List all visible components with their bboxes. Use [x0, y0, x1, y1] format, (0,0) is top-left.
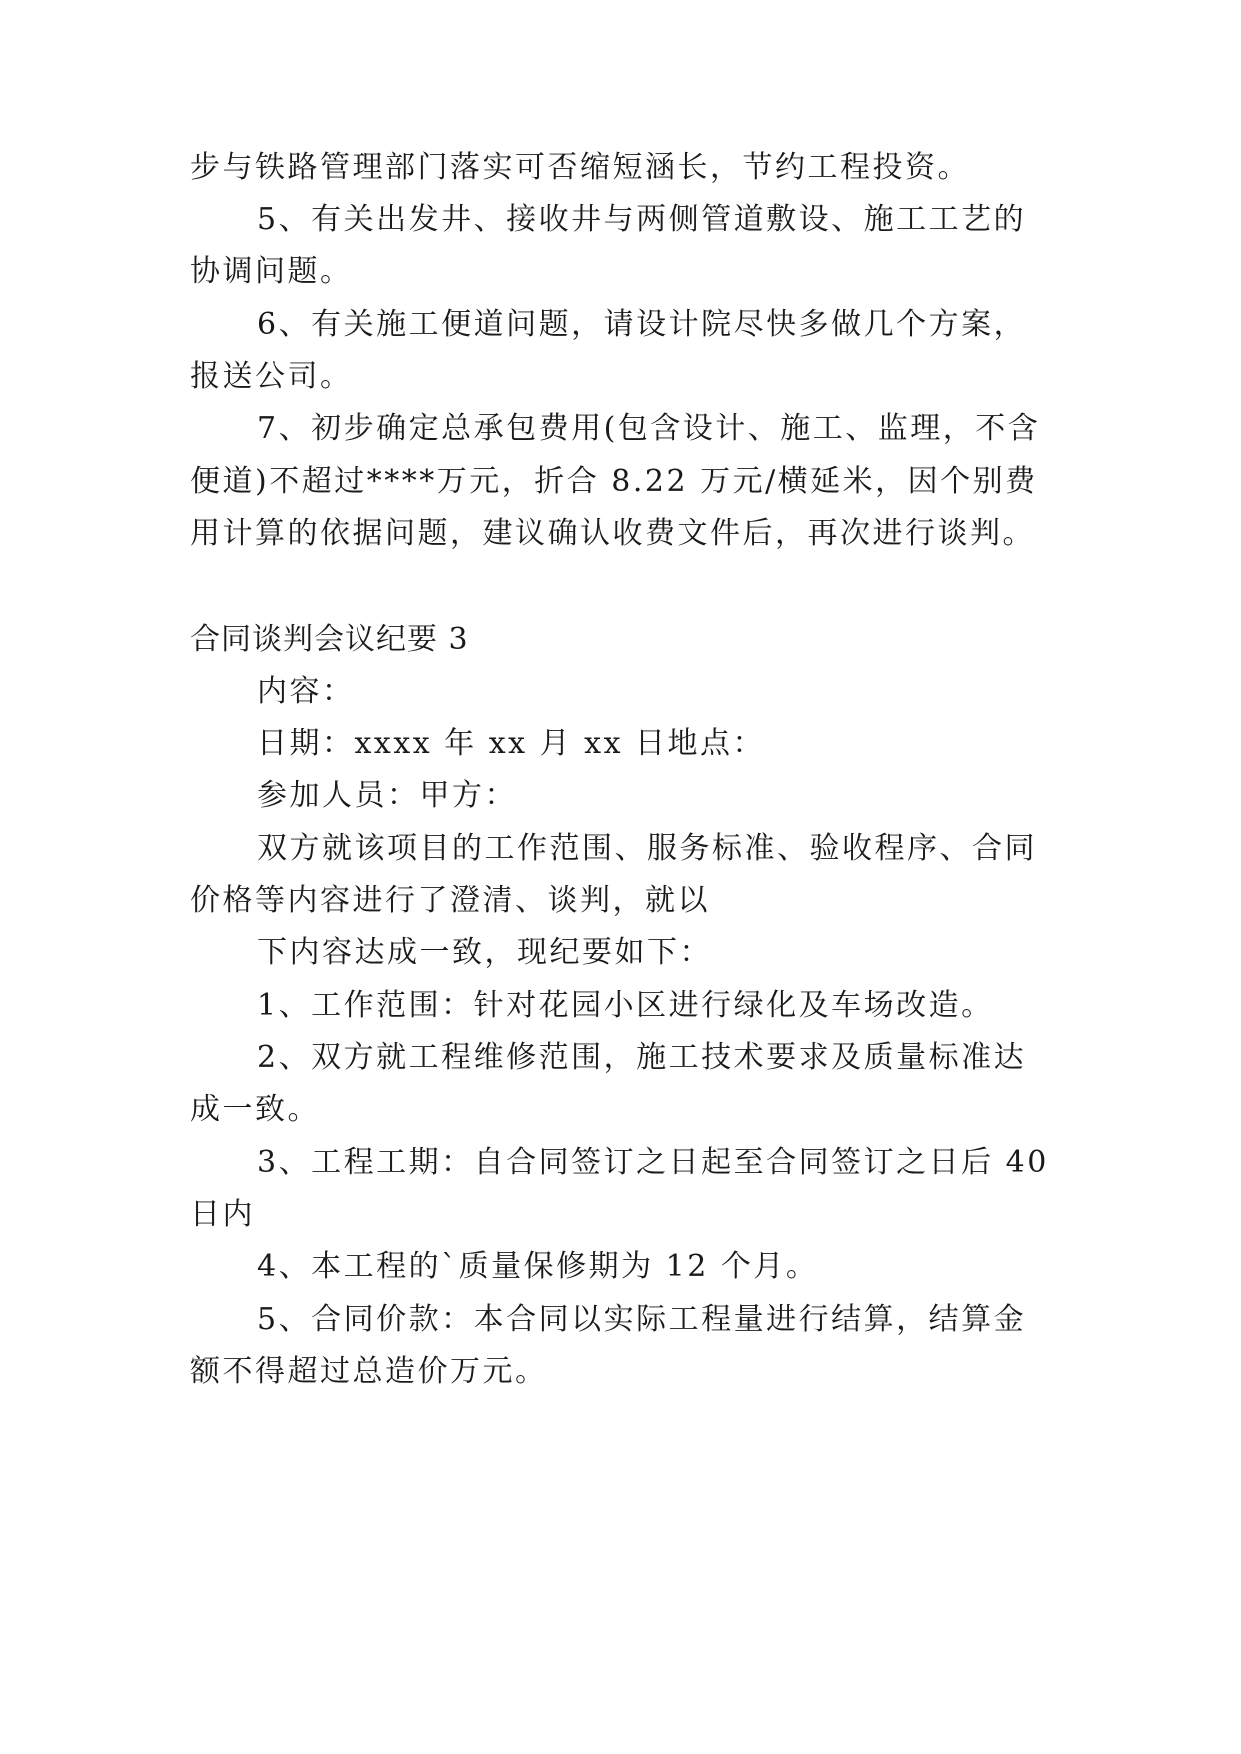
text-line: 6、有关施工便道问题，请设计院尽快多做几个方案， — [257, 307, 1027, 342]
text-line: 1、工作范围：针对花园小区进行绿化及车场改造。 — [257, 988, 994, 1023]
text-line: 额不得超过总造价万元。 — [190, 1354, 548, 1389]
text-line: 用计算的依据问题，建议确认收费文件后，再次进行谈判。 — [190, 516, 1035, 551]
text-line: 成一致。 — [190, 1092, 320, 1127]
section-title: 合同谈判会议纪要 3 — [190, 622, 469, 657]
text-line: 日期：xxxx 年 xx 月 xx 日地点： — [257, 726, 766, 761]
text-line: 协调问题。 — [190, 254, 353, 289]
text-line: 日内 — [190, 1197, 255, 1232]
text-line: 内容： — [257, 674, 355, 709]
text-line: 下内容达成一致，现纪要如下： — [257, 935, 712, 970]
text-line: 价格等内容进行了澄清、谈判，就以 — [190, 883, 710, 918]
text-line: 参加人员：甲方： — [257, 778, 517, 813]
text-line: 5、有关出发井、接收井与两侧管道敷设、施工工艺的 — [257, 202, 1027, 237]
text-line: 双方就该项目的工作范围、服务标准、验收程序、合同 — [257, 831, 1037, 866]
text-line: 步与铁路管理部门落实可否缩短涵长，节约工程投资。 — [190, 150, 970, 185]
text-line: 便道)不超过****万元，折合 8.22 万元/横延米，因个别费 — [190, 464, 1038, 499]
text-line: 3、工程工期：自合同签订之日起至合同签订之日后 40 — [257, 1145, 1049, 1180]
text-line: 5、合同价款：本合同以实际工程量进行结算，结算金 — [257, 1302, 1027, 1337]
text-line: 报送公司。 — [190, 359, 353, 394]
text-line: 2、双方就工程维修范围，施工技术要求及质量标准达 — [257, 1040, 1027, 1075]
text-line: 4、本工程的`质量保修期为 12 个月。 — [257, 1249, 819, 1284]
text-line: 7、初步确定总承包费用(包含设计、施工、监理，不含 — [257, 411, 1041, 446]
